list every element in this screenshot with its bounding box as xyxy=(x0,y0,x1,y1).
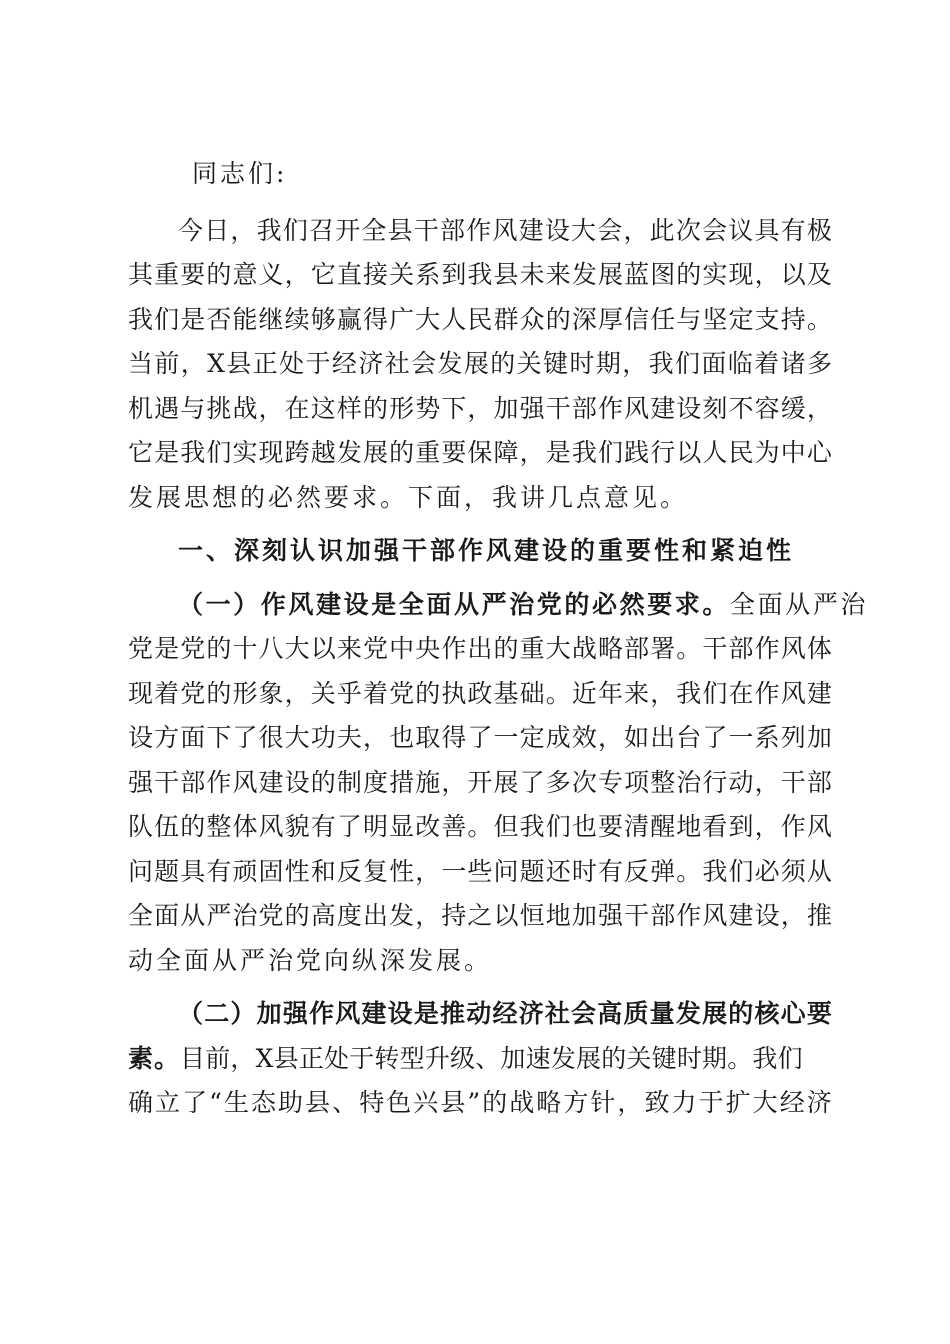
subsection-2-paragraph xyxy=(128,992,832,1126)
paragraph-line: 我 们 是 否 能 继 续 够 赢 得 广 大 人 民 群 众 的 深 厚 信 任 与 坚 定 支 持 。 xyxy=(128,304,832,334)
paragraph-line: 现 着 党 的 形 象 ， 关 乎 着 党 的 执 政 基 础 。 近 年 来 ， 我 们 在 作 风 建 xyxy=(128,678,832,708)
section-heading: 一、深刻认识加强干部作风建设的重要性和紧迫性 xyxy=(178,536,795,565)
subsection-2-second-line xyxy=(128,1037,832,1082)
subsection-2-title: （ 二 ） 加 强 作 风 建 设 是 推 动 经 济 社 会 高 质 量 发 展 的 核 心 要 xyxy=(178,999,832,1028)
salutation: 同志们: xyxy=(192,159,288,188)
paragraph-line: 全 面 从 严 治 党 的 高 度 出 发 ， 持 之 以 恒 地 加 强 干 部 作 风 建 设 ， 推 xyxy=(128,901,832,930)
intro-paragraph xyxy=(128,209,832,521)
paragraph-line: 今 日 ， 我 们 召 开 全 县 干 部 作 风 建 设 大 会 ， 此 次 会 议 具 有 极 xyxy=(178,215,832,245)
subsection-1-first-line-rest: 全面从严治 xyxy=(730,589,869,619)
document-page xyxy=(128,152,869,1135)
subsection-2-title-end: 素。 xyxy=(128,1043,181,1073)
paragraph-line: 党 是 党 的 十 八 大 以 来 党 中 央 作 出 的 重 大 战 略 部 署 。 干 部 作 风 体 xyxy=(128,634,832,663)
paragraph-line: 队 伍 的 整 体 风 貌 有 了 明 显 改 善 。 但 我 们 也 要 清 醒 地 看 到 ， 作 风 xyxy=(128,812,832,841)
paragraph-line: 问 题 具 有 顽 固 性 和 反 复 性 ， 一 些 问 题 还 时 有 反 弹 。 我 们 必 须 从 xyxy=(128,856,832,886)
subsection-1-paragraph xyxy=(128,583,869,984)
paragraph-line: 其 重 要 的 意 义 ， 它 直 接 关 系 到 我 县 未 来 发 展 蓝 图 的 实 现 ， 以 及 xyxy=(128,260,832,289)
subsection-1-first-line xyxy=(128,583,869,628)
subsection-2-second-line-rest: 目前，X县正处于转型升级、加速发展的关键时期。我们 xyxy=(180,1043,803,1073)
paragraph-line: 动全面从严治党向纵深发展。 xyxy=(128,945,493,975)
paragraph-line: 确 立 了 “ 生 态 助 县 、 特 色 兴 县 ” 的 战 略 方 针 ， 致 力 于 扩 大 经 济 xyxy=(128,1088,832,1117)
paragraph-line: 当 前 ， X 县 正 处 于 经 济 社 会 发 展 的 关 键 时 期 ， 我 们 面 临 着 诸 多 xyxy=(128,349,832,378)
paragraph-line: 设 方 面 下 了 很 大 功 夫 ， 也 取 得 了 一 定 成 效 ， 如 出 台 了 一 系 列 加 xyxy=(128,723,832,752)
paragraph-line: 强 干 部 作 风 建 设 的 制 度 措 施 ， 开 展 了 多 次 专 项 整 治 行 动 ， 干 部 xyxy=(128,767,832,797)
paragraph-line: 机 遇 与 挑 战 ， 在 这 样 的 形 势 下 ， 加 强 干 部 作 风 建 设 刻 不 容 缓 ， xyxy=(128,393,832,423)
paragraph-line: 发展思想的必然要求。下面，我讲几点意见。 xyxy=(128,482,689,512)
subsection-1-title: （一）作风建设是全面从严治党的必然要求。 xyxy=(178,589,731,619)
paragraph-line: 它 是 我 们 实 现 跨 越 发 展 的 重 要 保 障 ， 是 我 们 践 行 以 人 民 为 中 心 xyxy=(128,438,832,467)
